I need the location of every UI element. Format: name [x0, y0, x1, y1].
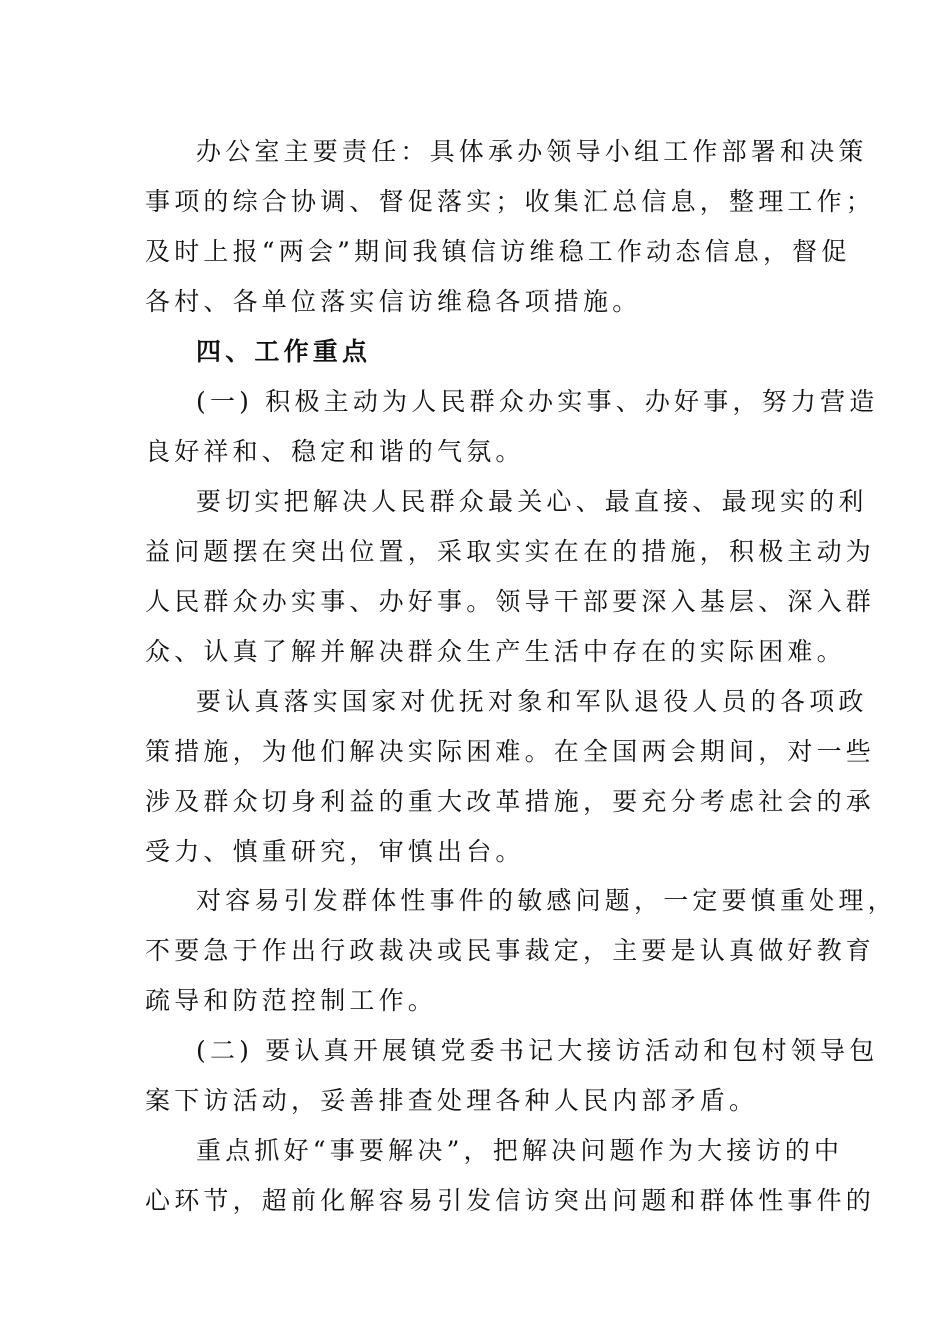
paragraph-line: 策措施，为他们解决实际困难。在全国两会期间，对一些 — [145, 737, 876, 766]
paragraph-line: 众、认真了解并解决群众生产生活中存在的实际困难。 — [145, 637, 846, 666]
paragraph-line: 重点抓好“事要解决”，把解决问题作为大接访的中 — [196, 1136, 844, 1165]
paragraph-line: 良好祥和、稳定和谐的气氛。 — [145, 437, 525, 466]
paragraph-line: 各村、各单位落实信访维稳各项措施。 — [145, 287, 642, 316]
paragraph-line: 人民群众办实事、办好事。领导干部要深入基层、深入群 — [145, 587, 876, 616]
paragraph-line: 益问题摆在突出位置，采取实实在在的措施，积极主动为 — [145, 537, 876, 566]
paragraph-line: 涉及群众切身利益的重大改革措施，要充分考虑社会的承 — [145, 787, 876, 816]
paragraph-line: 事项的综合协调、督促落实；收集汇总信息，整理工作； — [145, 187, 876, 216]
paragraph-line: 案下访活动，妥善排查处理各种人民内部矛盾。 — [145, 1086, 759, 1115]
paragraph-line: 办公室主要责任：具体承办领导小组工作部署和决策 — [196, 137, 868, 166]
paragraph-line: 要认真落实国家对优抚对象和军队退役人员的各项政 — [196, 687, 868, 716]
paragraph-line: 不要急于作出行政裁决或民事裁定，主要是认真做好教育 — [145, 936, 876, 965]
paragraph-line: 及时上报“两会”期间我镇信访维稳工作动态信息，督促 — [145, 237, 851, 266]
paragraph-line: 对容易引发群体性事件的敏感问题，一定要慎重处理， — [196, 886, 897, 915]
section-heading: 四、工作重点 — [196, 337, 372, 366]
subsection-heading: (二) 要认真开展镇党委书记大接访活动和包村领导包 — [196, 1036, 879, 1065]
subsection-heading: (一) 积极主动为人民群众办实事、办好事，努力营造 — [196, 387, 879, 416]
paragraph-line: 心环节，超前化解容易引发信访突出问题和群体性事件的 — [145, 1186, 876, 1215]
paragraph-line: 受力、慎重研究，审慎出台。 — [145, 837, 525, 866]
paragraph-line: 要切实把解决人民群众最关心、最直接、最现实的利 — [196, 487, 868, 516]
paragraph-line: 疏导和防范控制工作。 — [145, 986, 438, 1015]
